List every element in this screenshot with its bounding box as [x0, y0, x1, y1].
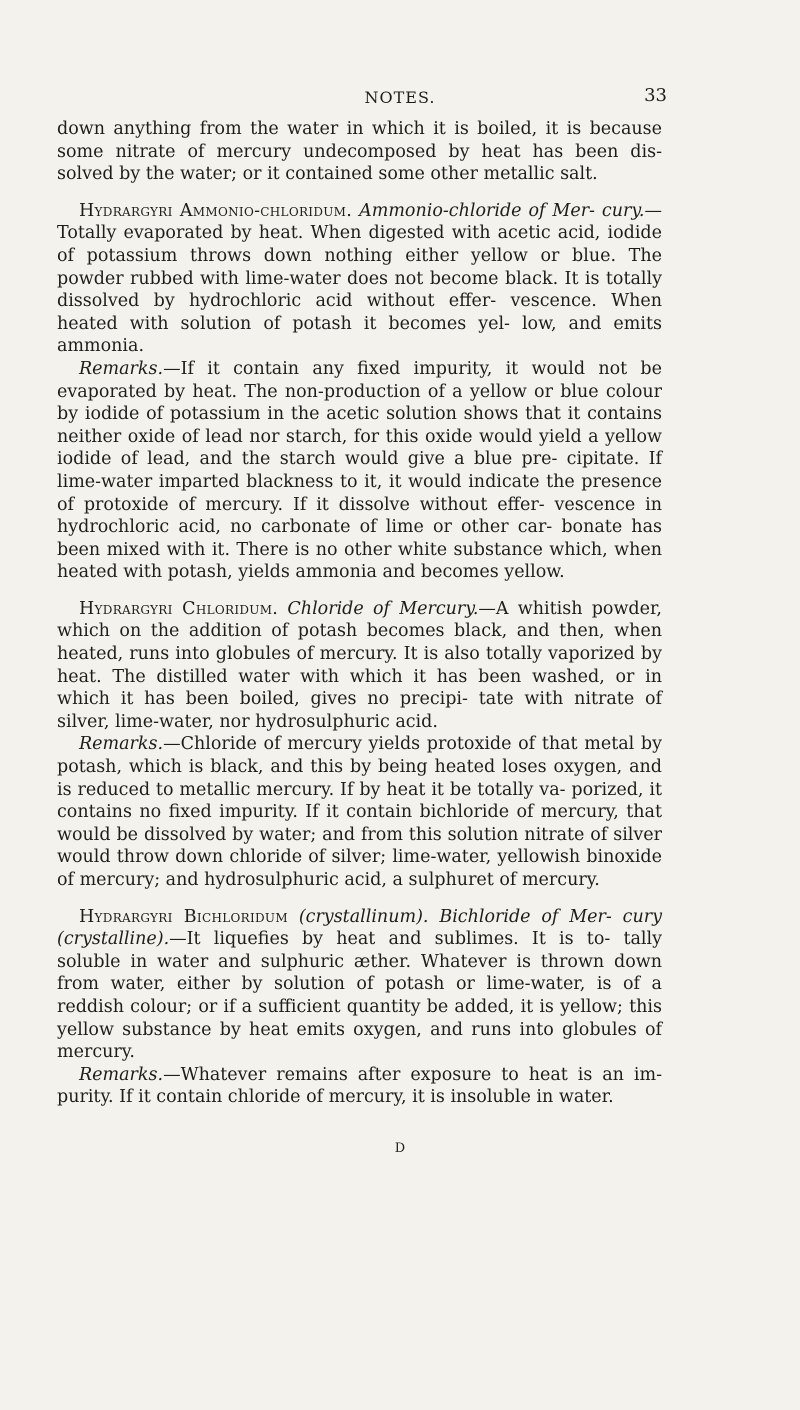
running-head: NOTES. [364, 88, 436, 107]
body-text [57, 118, 662, 1109]
signature-mark: D [394, 1141, 406, 1156]
remarks-label: Remarks. [79, 1064, 164, 1085]
entry-title: Hydrargyri Chloridum. [79, 598, 279, 619]
page-number: 33 [644, 85, 667, 106]
remarks-label: Remarks. [79, 734, 164, 755]
entry-title-paren: (crystallinum). [298, 906, 429, 927]
paragraph-remarks [57, 733, 662, 891]
entry-subtitle: Bichloride of Mer- cury [439, 906, 662, 927]
remarks-body: —If it contain any fixed impurity, it would not be evaporated by heat. The non-production of a yellow or blue colour by iodide of potassium in the acetic solution shows that it contains neither oxide of lead nor starch, for this oxide would yield a yellow iodide of lead, and the starch would give a blue pre- cipitate. If lime-water imparted blackness to it, it would indicate the presence of protoxide of mercury. If it dissolve without effer- vescence in hydrochloric acid, no carbonate of lime or other car- bonate has been mixed with it. There is no other white substance which, when heated with potash, yields ammonia and becomes yellow. [57, 358, 662, 583]
entry-title: Hydrargyri Bichloridum [79, 906, 288, 927]
entry-body: —Totally evaporated by heat. When digested with acetic acid, iodide of potassium throws down nothing either yellow or blue. The powder rubbed with lime-water does not become black. It is totally dissolved by hydrochloric acid without effer- vescence. When heated with solution of potash it becomes yel- low, and emits ammonia. [57, 200, 662, 357]
entry-body: —A whitish powder, which on the addition of potash becomes black, and then, when heated, runs into globules of mercury. It is also totally vaporized by heat. The distilled water with which it has been washed, or in which it has been boiled, gives no precipi- tate with nitrate of silver, lime-water, nor hydrosulphuric acid. [57, 598, 662, 732]
entry-subtitle-paren: (crystalline). [57, 929, 170, 950]
remarks-body: —Chloride of mercury yields protoxide of that metal by potash, which is black, and this by being heated loses oxygen, and is reduced to metallic mercury. If by heat it be totally va- porized, it contains no fixed impurity. If it contain bichloride of mercury, that would be dissolved by water; and from this solution nitrate of silver would throw down chloride of silver; lime-water, yellowish binoxide of mercury; and hydrosulphuric acid, a sulphuret of mercury. [57, 734, 662, 890]
paragraph-remarks [57, 1064, 662, 1109]
paragraph-bichloride [57, 906, 662, 1064]
remarks-body: —Whatever remains after exposure to heat is an im- purity. If it contain chloride of mercury, it is insoluble in water. [57, 1064, 662, 1108]
entry-title: Hydrargyri Ammonio-chloridum. [79, 200, 353, 221]
paragraph-remarks [57, 358, 662, 584]
paragraph-continuation: down anything from the water in which it is boiled, it is because some nitrate of mercury undecomposed by heat has been dis- solved by the water; or it contained some other metallic salt. [57, 119, 662, 185]
remarks-label: Remarks. [79, 358, 164, 379]
entry-subtitle: Chloride of Mercury. [287, 598, 479, 619]
paragraph-ammonio-chloride [57, 200, 662, 358]
entry-subtitle: Ammonio-chloride of Mer- cury. [359, 200, 645, 221]
entry-body: —It liquefies by heat and sublimes. It is to- tally soluble in water and sulphuric æther. Whatever is thrown down from water, either by solution of potash or lime-water, is of a reddish colour; or if a sufficient quantity be added, it is yellow; this yellow substance by heat emits oxygen, and runs into globules of mercury. [57, 929, 662, 1063]
paragraph-chloride [57, 598, 662, 734]
